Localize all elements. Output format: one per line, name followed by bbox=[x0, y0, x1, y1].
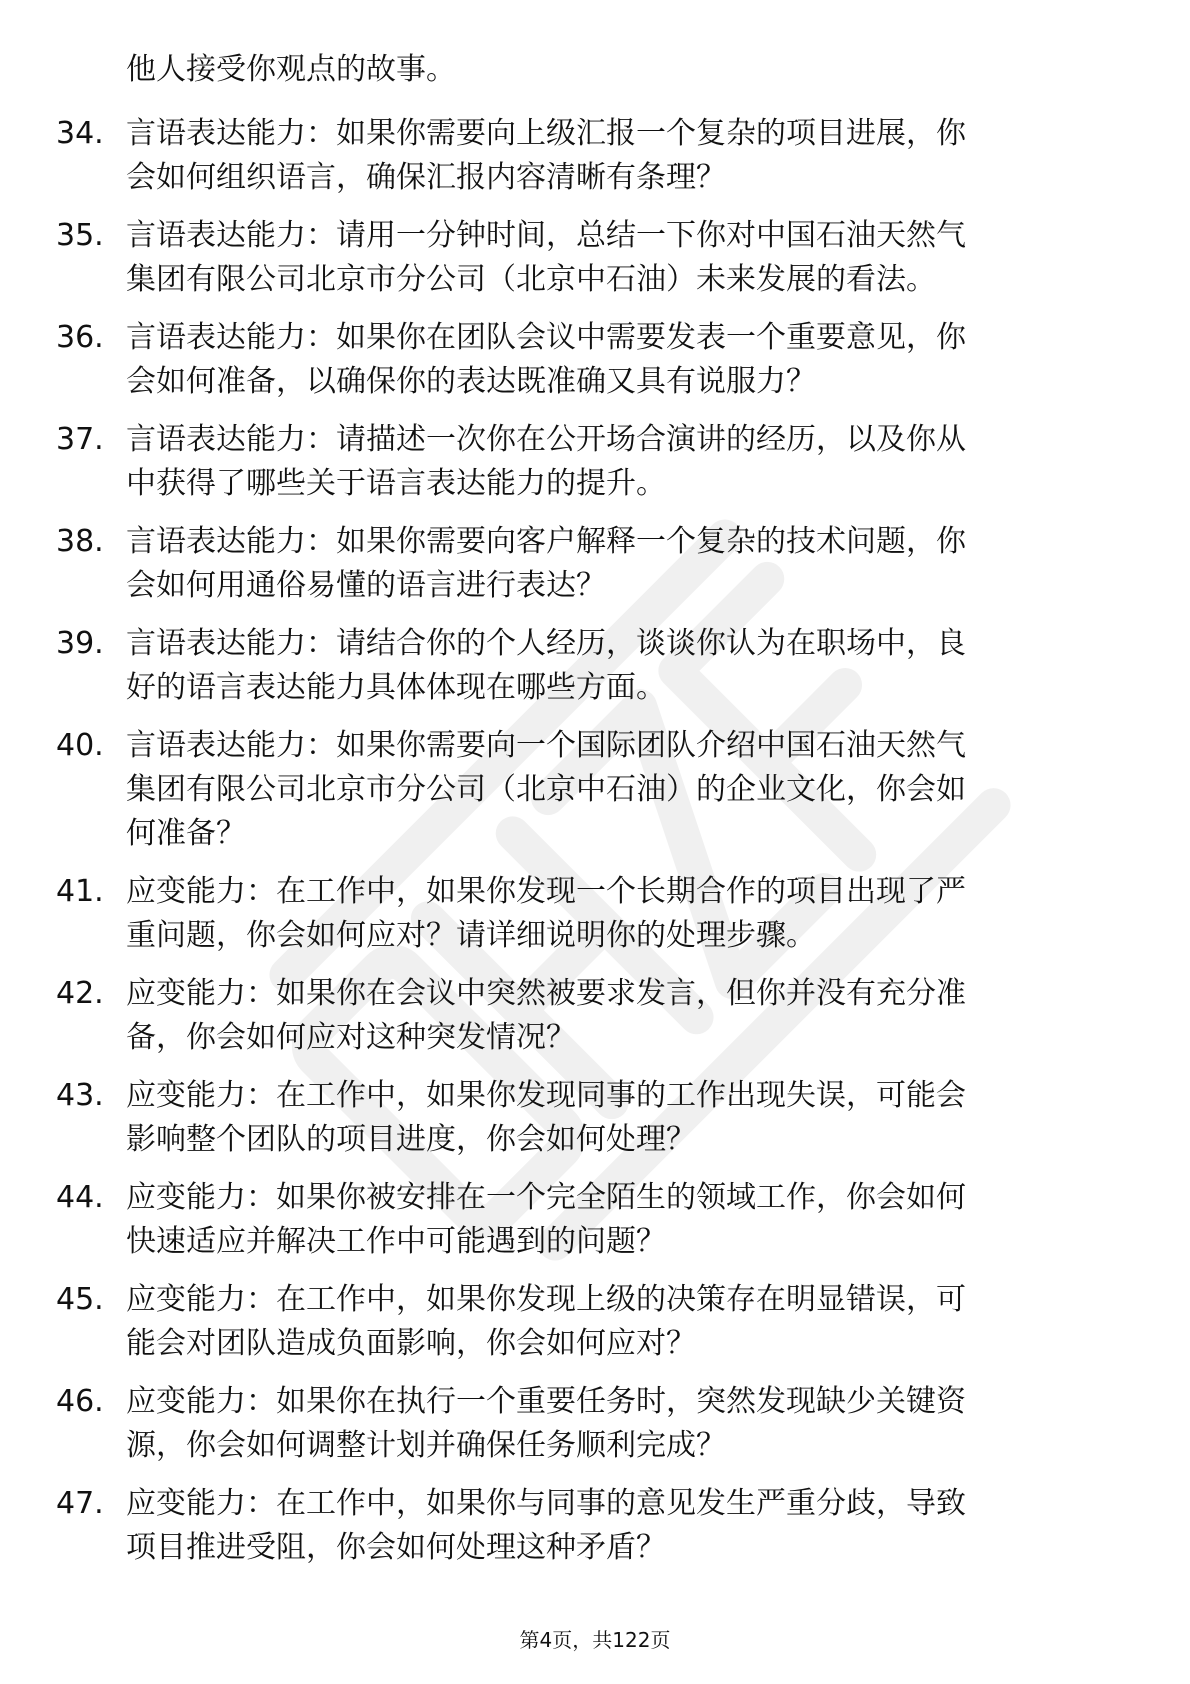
question-text: 言语表达能力：请描述一次你在公开场合演讲的经历，以及你从 中获得了哪些关于语言表达能力的提升。 bbox=[126, 422, 966, 501]
question-text: 应变能力：在工作中，如果你与同事的意见发生严重分歧，导致 项目推进受阻，你会如何处理这种矛盾？ bbox=[126, 1486, 966, 1565]
question-number: 43. bbox=[56, 1078, 104, 1113]
question-item bbox=[0, 622, 1190, 710]
question-number: 46. bbox=[56, 1384, 104, 1419]
question-text: 言语表达能力：请结合你的个人经历，谈谈你认为在职场中，良 好的语言表达能力具体体现在哪些方面。 bbox=[126, 626, 966, 705]
question-text: 应变能力：如果你被安排在一个完全陌生的领域工作，你会如何 快速适应并解决工作中可能遇到的问题？ bbox=[126, 1180, 966, 1259]
question-text: 言语表达能力：如果你在团队会议中需要发表一个重要意见，你 会如何准备，以确保你的表达既准确又具有说服力？ bbox=[126, 320, 966, 399]
page-footer: 第4页，共122页 bbox=[519, 1628, 671, 1652]
question-item bbox=[0, 1482, 1190, 1570]
question-number: 37. bbox=[56, 422, 104, 457]
question-item bbox=[0, 870, 1190, 958]
question-text: 言语表达能力：请用一分钟时间，总结一下你对中国石油天然气 集团有限公司北京市分公司（北京中石油）未来发展的看法。 bbox=[126, 218, 966, 297]
question-item bbox=[0, 1074, 1190, 1162]
question-number: 45. bbox=[56, 1282, 104, 1317]
question-item bbox=[0, 316, 1190, 404]
question-list bbox=[0, 112, 1190, 1584]
question-number: 40. bbox=[56, 728, 104, 763]
question-text: 应变能力：在工作中，如果你发现上级的决策存在明显错误，可 能会对团队造成负面影响，你会如何应对？ bbox=[126, 1282, 966, 1361]
question-text: 言语表达能力：如果你需要向上级汇报一个复杂的项目进展，你 会如何组织语言，确保汇报内容清晰有条理？ bbox=[126, 116, 966, 195]
question-item bbox=[0, 418, 1190, 506]
question-number: 47. bbox=[56, 1486, 104, 1521]
question-number: 36. bbox=[56, 320, 104, 355]
question-text: 言语表达能力：如果你需要向客户解释一个复杂的技术问题，你 会如何用通俗易懂的语言进行表达？ bbox=[126, 524, 966, 603]
question-number: 41. bbox=[56, 874, 104, 909]
question-text: 应变能力：在工作中，如果你发现一个长期合作的项目出现了严 重问题，你会如何应对？请详细说明你的处理步骤。 bbox=[126, 874, 966, 953]
question-text: 言语表达能力：如果你需要向一个国际团队介绍中国石油天然气 集团有限公司北京市分公司（北京中石油）的企业文化，你会如 何准备？ bbox=[126, 728, 966, 851]
question-text: 应变能力：如果你在会议中突然被要求发言，但你并没有充分准 备，你会如何应对这种突发情况？ bbox=[126, 976, 966, 1055]
question-item bbox=[0, 1278, 1190, 1366]
question-number: 44. bbox=[56, 1180, 104, 1215]
question-item bbox=[0, 724, 1190, 856]
question-text: 应变能力：如果你在执行一个重要任务时，突然发现缺少关键资 源，你会如何调整计划并确保任务顺利完成？ bbox=[126, 1384, 966, 1463]
question-number: 39. bbox=[56, 626, 104, 661]
question-item bbox=[0, 520, 1190, 608]
question-number: 42. bbox=[56, 976, 104, 1011]
continuation-text: 他人接受你观点的故事。 bbox=[126, 52, 456, 87]
question-item bbox=[0, 214, 1190, 302]
question-item bbox=[0, 1380, 1190, 1468]
question-item bbox=[0, 1176, 1190, 1264]
question-item bbox=[0, 112, 1190, 200]
question-number: 34. bbox=[56, 116, 104, 151]
question-text: 应变能力：在工作中，如果你发现同事的工作出现失误，可能会 影响整个团队的项目进度，你会如何处理？ bbox=[126, 1078, 966, 1157]
question-number: 38. bbox=[56, 524, 104, 559]
question-number: 35. bbox=[56, 218, 104, 253]
question-item bbox=[0, 972, 1190, 1060]
